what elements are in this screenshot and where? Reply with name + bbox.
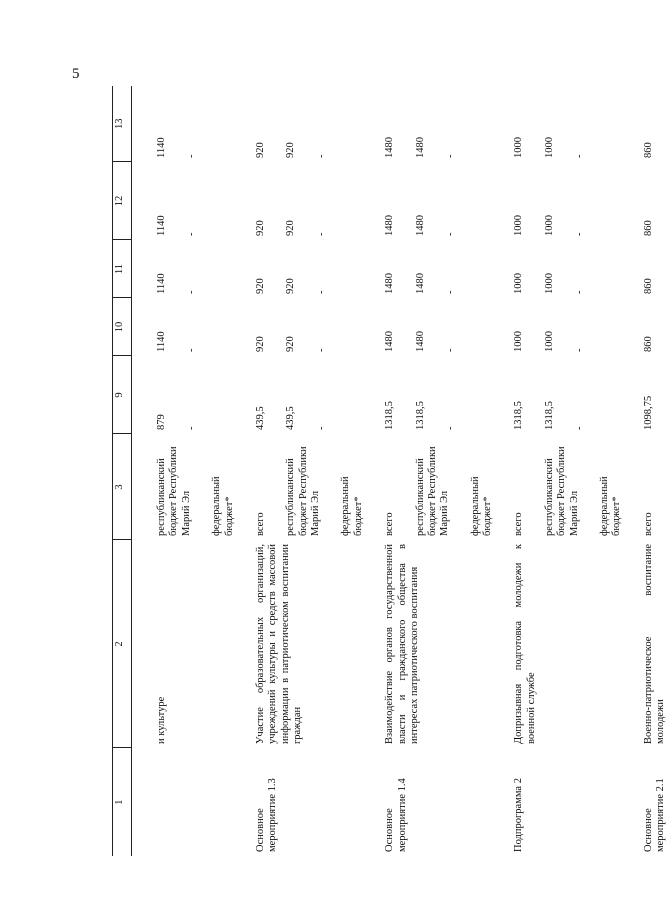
amount-value: - xyxy=(574,426,586,430)
amount-cell xyxy=(243,356,372,434)
amount-value: 1480 xyxy=(384,215,396,236)
column-number: 12 xyxy=(113,162,132,240)
funding-source: всего xyxy=(384,512,396,536)
amount-cell xyxy=(243,162,372,240)
amount-cell xyxy=(501,356,630,434)
amount-value: 1480 xyxy=(414,273,426,294)
amount-value: 1000 xyxy=(513,273,525,294)
amount-value: - xyxy=(444,426,456,430)
amount-value: 879 xyxy=(156,414,167,430)
amount-value: 1000 xyxy=(513,215,525,236)
amount-value: 1480 xyxy=(384,331,396,352)
amount-cell xyxy=(631,162,668,240)
column-number: 3 xyxy=(113,434,132,540)
amount-value: 860 xyxy=(642,220,654,236)
amount-cell xyxy=(501,162,630,240)
amount-cell xyxy=(372,298,501,356)
column-number-row xyxy=(113,86,132,856)
amount-cell xyxy=(631,356,668,434)
amount-cell xyxy=(631,240,668,298)
amount-cell xyxy=(372,356,501,434)
amount-cell xyxy=(631,298,668,356)
amount-value: 860 xyxy=(642,278,654,294)
funding-source: всего xyxy=(642,512,654,536)
amount-value: - xyxy=(186,426,198,430)
amount-value: 1000 xyxy=(543,273,555,294)
row-name: Участие образовательных организаций, учреждений культуры и средств массовой информации в патриотическом воспитании граждан xyxy=(254,544,303,744)
amount-value: 1318,5 xyxy=(543,401,555,430)
funding-source: федеральный бюджет* xyxy=(211,476,235,536)
amount-value: 920 xyxy=(285,278,297,294)
amount-cell xyxy=(132,356,243,434)
amount-value: 439,5 xyxy=(285,406,297,430)
amount-value: - xyxy=(574,348,586,352)
funding-source: федеральный бюджет* xyxy=(598,476,623,536)
funding-source: республиканский бюджет Республики Марий Эл xyxy=(414,446,451,536)
amount-value: 920 xyxy=(254,142,266,158)
amount-cell xyxy=(372,86,501,162)
amount-value: - xyxy=(315,232,327,236)
amount-value: - xyxy=(186,348,198,352)
amount-value: 1318,5 xyxy=(414,401,426,430)
table-body xyxy=(113,86,668,856)
amount-value: 1000 xyxy=(513,331,525,352)
column-number: 9 xyxy=(113,356,132,434)
amount-value: 1480 xyxy=(414,137,426,158)
amount-value: 1480 xyxy=(384,137,396,158)
funding-source: федеральный бюджет* xyxy=(469,476,493,536)
amount-value: 1318,5 xyxy=(384,401,396,430)
rotated-table-container xyxy=(112,86,666,856)
amount-value: 1000 xyxy=(543,331,555,352)
funding-source: федеральный бюджет* xyxy=(340,476,364,536)
table-row xyxy=(501,86,630,856)
amount-value: 1480 xyxy=(414,215,426,236)
column-number: 10 xyxy=(113,298,132,356)
row-name: и культуре xyxy=(156,696,167,744)
funding-source: республиканский бюджет Республики Марий Эл xyxy=(543,446,580,536)
amount-value: - xyxy=(186,154,198,158)
amount-value: - xyxy=(574,232,586,236)
amount-cell xyxy=(132,162,243,240)
row-code: Основное мероприятие 2.1 xyxy=(642,778,666,852)
row-name: Взаимодействие органов государственной власти и гражданского общества в интересах патриотического воспитания xyxy=(384,544,420,744)
funding-source: республиканский бюджет Республики Марий Эл xyxy=(156,446,192,536)
amount-cell xyxy=(243,86,372,162)
amount-value: 1000 xyxy=(543,137,555,158)
amount-cell xyxy=(243,298,372,356)
amount-value: - xyxy=(444,154,456,158)
amount-value: 920 xyxy=(285,142,297,158)
amount-cell xyxy=(631,86,668,162)
amount-value: - xyxy=(315,348,327,352)
amount-value: 1140 xyxy=(156,273,167,294)
amount-value: 1318,5 xyxy=(513,401,525,430)
amount-value: 1140 xyxy=(156,215,167,236)
funding-sources-cell xyxy=(501,434,630,540)
amount-value: 1000 xyxy=(543,215,555,236)
column-number: 11 xyxy=(113,240,132,298)
amount-value: 920 xyxy=(254,278,266,294)
amount-cell xyxy=(501,86,630,162)
table-row xyxy=(631,86,668,856)
funding-source: республиканский бюджет Республики Марий Эл xyxy=(285,446,321,536)
amount-value: 1480 xyxy=(414,331,426,352)
budget-table xyxy=(112,86,668,856)
amount-value: 1098,75 xyxy=(642,395,654,430)
amount-value: 920 xyxy=(285,336,297,352)
amount-cell xyxy=(372,162,501,240)
row-code: Основное мероприятие 1.3 xyxy=(254,778,279,852)
amount-value: 920 xyxy=(254,220,266,236)
amount-value: 920 xyxy=(254,336,266,352)
amount-value: 1140 xyxy=(156,331,167,352)
amount-value: 1480 xyxy=(384,273,396,294)
table-row xyxy=(243,86,372,856)
amount-value: - xyxy=(444,290,456,294)
amount-value: 860 xyxy=(642,142,654,158)
row-name: Военно-патриотическое воспитание молодежи xyxy=(642,544,666,744)
amount-cell xyxy=(132,298,243,356)
table-row xyxy=(372,86,501,856)
amount-cell xyxy=(372,240,501,298)
funding-sources-cell xyxy=(132,434,243,540)
amount-value: - xyxy=(444,348,456,352)
column-number: 13 xyxy=(113,86,132,162)
row-code xyxy=(132,748,243,856)
amount-value: - xyxy=(574,290,586,294)
funding-sources-cell xyxy=(631,434,668,540)
amount-cell xyxy=(501,298,630,356)
amount-cell xyxy=(243,240,372,298)
funding-source: всего xyxy=(254,512,266,536)
row-code: Подпрограмма 2 xyxy=(513,778,525,852)
column-number: 2 xyxy=(113,540,132,748)
amount-value: 920 xyxy=(285,220,297,236)
amount-value: 860 xyxy=(642,336,654,352)
funding-source: всего xyxy=(513,512,525,536)
amount-cell xyxy=(501,240,630,298)
amount-cell xyxy=(132,240,243,298)
funding-sources-cell xyxy=(372,434,501,540)
amount-value: - xyxy=(315,290,327,294)
funding-sources-cell xyxy=(243,434,372,540)
amount-value: - xyxy=(315,154,327,158)
amount-value: 1000 xyxy=(513,137,525,158)
table-row xyxy=(132,86,243,856)
column-number: 1 xyxy=(113,748,132,856)
amount-value: - xyxy=(574,154,586,158)
amount-value: - xyxy=(315,426,327,430)
amount-value: - xyxy=(186,290,198,294)
amount-value: - xyxy=(444,232,456,236)
row-name: Допризывная подготовка молодежи к военной службе xyxy=(513,544,537,744)
amount-cell xyxy=(132,86,243,162)
amount-value: - xyxy=(186,232,198,236)
amount-value: 439,5 xyxy=(254,406,266,430)
row-code: Основное мероприятие 1.4 xyxy=(384,778,408,852)
amount-value: 1140 xyxy=(156,137,167,158)
page-number: 5 xyxy=(72,66,80,82)
